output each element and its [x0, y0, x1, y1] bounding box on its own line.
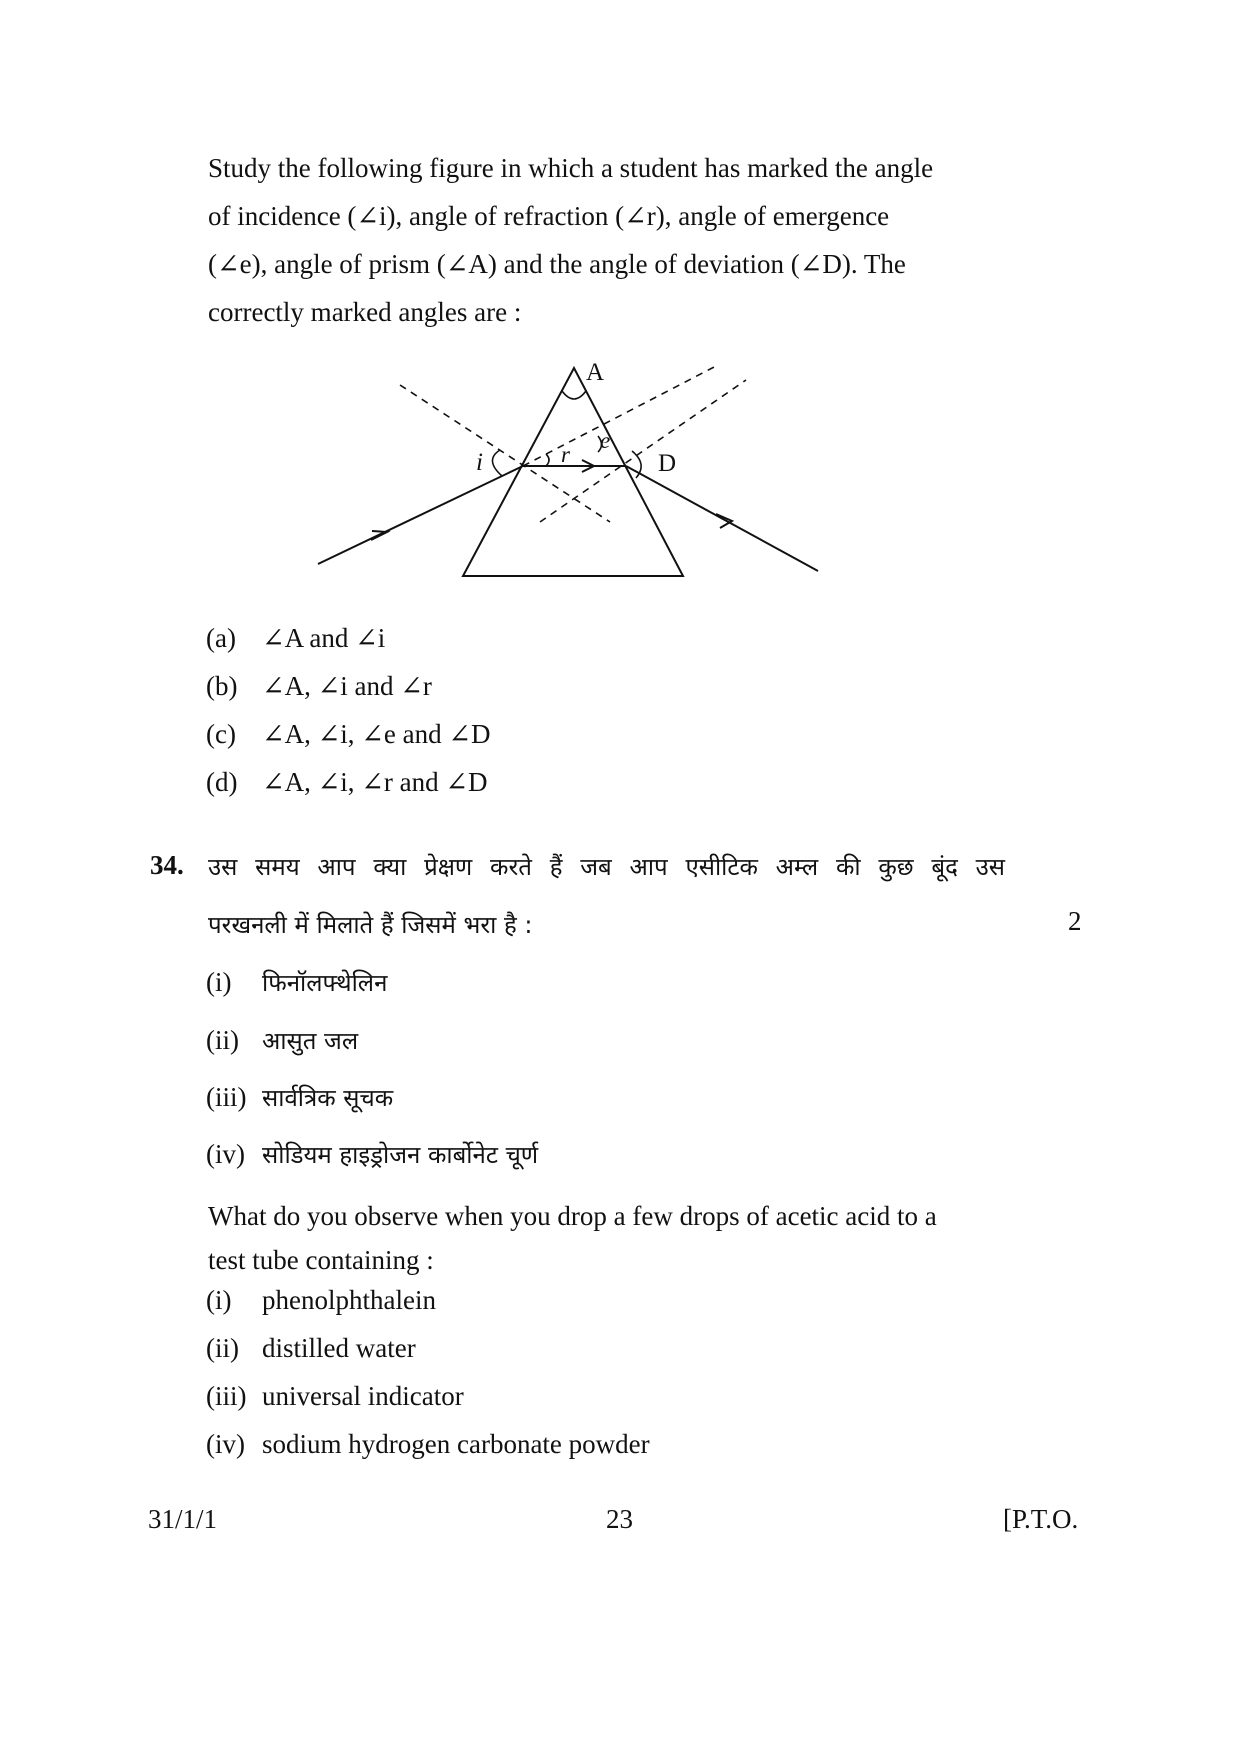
- q34-english-question: [208, 1194, 1005, 1282]
- q34-english-item-iii: [206, 1380, 464, 1412]
- item-label: (ii): [206, 1025, 239, 1055]
- label-r: r: [561, 442, 570, 467]
- item-label: (iii): [206, 1381, 247, 1411]
- item-text: आसुत जल: [262, 1027, 359, 1055]
- option-text: ∠A, ∠i and ∠r: [262, 671, 432, 701]
- item-text: phenolphthalein: [262, 1285, 436, 1315]
- q34-hindi-line-2: परखनली में मिलाते हैं जिसमें भरा है :: [208, 911, 533, 939]
- emergent-ray: [626, 466, 818, 571]
- item-label: (iv): [206, 1139, 245, 1169]
- q34-number: 34.: [150, 850, 184, 880]
- q34-english-line-1: What do you observe when you drop a few drops of acetic acid to a: [208, 1201, 937, 1231]
- item-text: sodium hydrogen carbonate powder: [262, 1429, 650, 1459]
- item-text: फिनॉलफ्थेलिन: [262, 969, 388, 997]
- q33-intro-line-4: correctly marked angles are :: [208, 297, 522, 327]
- dashed-line-incident-extension: [523, 365, 718, 466]
- q33-intro: [208, 144, 1005, 336]
- label-i: i: [476, 449, 483, 476]
- q34-hindi-item-i: [206, 966, 387, 999]
- option-text: ∠A, ∠i, ∠e and ∠D: [262, 719, 491, 749]
- q33-option-d: [206, 766, 487, 798]
- label-D: D: [658, 450, 677, 477]
- angle-r-arc: [546, 454, 549, 466]
- option-label: (b): [206, 671, 238, 701]
- q34-marks: 2: [1068, 906, 1082, 936]
- item-text: सोडियम हाइड्रोजन कार्बोनेट चूर्ण: [262, 1141, 539, 1169]
- option-label: (d): [206, 767, 238, 797]
- item-text: distilled water: [262, 1333, 416, 1363]
- item-text: सार्वत्रिक सूचक: [262, 1084, 394, 1112]
- item-label: (iv): [206, 1429, 245, 1459]
- angle-D-arc: [632, 451, 641, 478]
- incident-ray: [318, 466, 523, 564]
- q34-english-line-2: test tube containing :: [208, 1245, 434, 1275]
- pto-marker: [P.T.O.: [1003, 1504, 1079, 1534]
- q33-intro-line-3: (∠e), angle of prism (∠A) and the angle of deviation (∠D). The: [208, 249, 906, 279]
- q34-english-item-iv: [206, 1428, 650, 1460]
- q33-intro-line-1: Study the following figure in which a student has marked the angle: [208, 153, 934, 183]
- prism-figure: [300, 355, 840, 595]
- q34-hindi-item-iv: [206, 1138, 538, 1171]
- item-label: (i): [206, 1285, 232, 1315]
- label-A: A: [586, 359, 605, 386]
- paper-code: 31/1/1: [148, 1504, 218, 1534]
- q34-english-item-i: [206, 1284, 436, 1316]
- label-e: e: [600, 428, 611, 453]
- incident-arrow: [371, 531, 387, 540]
- item-text: universal indicator: [262, 1381, 464, 1411]
- dashed-line-left: [400, 385, 610, 522]
- q33-option-c: [206, 718, 490, 750]
- q33-option-b: [206, 670, 432, 702]
- option-label: (c): [206, 719, 236, 749]
- q33-option-a: [206, 622, 385, 654]
- q34-hindi-item-iii: [206, 1081, 393, 1114]
- q34-hindi-item-ii: [206, 1024, 358, 1057]
- q34-hindi-line-1: उस समय आप क्या प्रेक्षण करते हैं जब आप एसीटिक अम्ल की कुछ बूंद उस: [208, 853, 1005, 881]
- angle-A-arc: [562, 391, 586, 399]
- page-number: 23: [606, 1504, 633, 1534]
- item-label: (ii): [206, 1333, 239, 1363]
- item-label: (iii): [206, 1082, 247, 1112]
- item-label: (i): [206, 967, 232, 997]
- option-text: ∠A, ∠i, ∠r and ∠D: [262, 767, 488, 797]
- q34-english-item-ii: [206, 1332, 416, 1364]
- angle-i-arc: [492, 450, 502, 476]
- q33-intro-line-2: of incidence (∠i), angle of refraction (∠r), angle of emergence: [208, 201, 890, 231]
- option-label: (a): [206, 623, 236, 653]
- emergent-arrow: [716, 514, 732, 528]
- option-text: ∠A and ∠i: [262, 623, 386, 653]
